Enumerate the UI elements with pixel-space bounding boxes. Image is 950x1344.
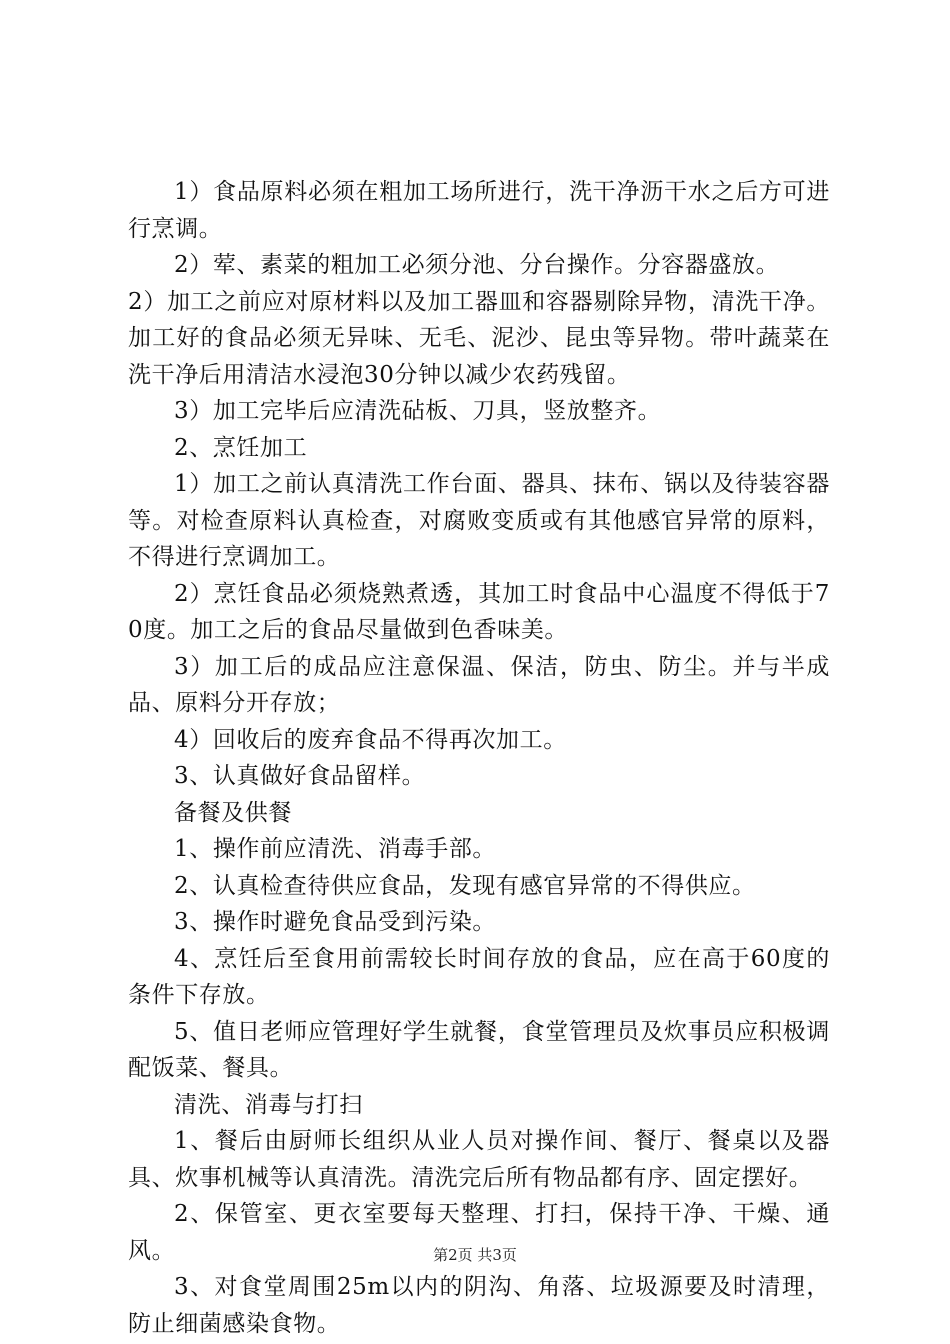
paragraph: 2、认真检查待供应食品，发现有感官异常的不得供应。 bbox=[174, 872, 756, 899]
paragraph: 2）荤、素菜的粗加工必须分池、分台操作。分容器盛放。 bbox=[174, 252, 780, 278]
paragraph: 1）加工之前认真清洗工作台面、器具、抹布、锅以及待装容器等。对检查原料认真检查，对腐败变质或有其他感官异常的原料，不得进行烹调加工。 bbox=[128, 471, 830, 570]
paragraph: 1、操作前应清洗、消毒手部。 bbox=[174, 836, 497, 862]
section-heading: 3、认真做好食品留样。 bbox=[174, 763, 426, 789]
page-footer bbox=[0, 1244, 950, 1265]
paragraph: 1、餐后由厨师长组织从业人员对操作间、餐厅、餐桌以及器具、炊事机械等认真清洗。清洗完后所有物品都有序、固定摆好。 bbox=[128, 1128, 830, 1191]
section-heading: 清洗、消毒与打扫 bbox=[174, 1091, 363, 1118]
paragraph: 4）回收后的废弃食品不得再次加工。 bbox=[174, 726, 567, 753]
paragraph: 2）加工之前应对原材料以及加工器皿和容器剔除异物，清洗干净。加工好的食品必须无异味、无毛、泥沙、昆虫等异物。带叶蔬菜在洗干净后用清洁水浸泡30分钟以减少农药残留。 bbox=[128, 288, 830, 388]
paragraph: 4、烹饪后至食用前需较长时间存放的食品，应在高于60度的条件下存放。 bbox=[128, 945, 830, 1008]
section-heading: 2、烹饪加工 bbox=[174, 434, 308, 461]
page-number: 第2页 共3页 bbox=[433, 1246, 517, 1264]
paragraph: 3）加工后的成品应注意保温、保洁，防虫、防尘。并与半成品、原料分开存放； bbox=[128, 653, 830, 716]
paragraph: 5、值日老师应管理好学生就餐，食堂管理员及炊事员应积极调配饭菜、餐具。 bbox=[128, 1018, 830, 1081]
paragraph: 3、操作时避免食品受到污染。 bbox=[174, 909, 497, 935]
paragraph: 3、对食堂周围25m以内的阴沟、角落、垃圾源要及时清理，防止细菌感染食物。 bbox=[128, 1274, 830, 1337]
paragraph: 1）食品原料必须在粗加工场所进行，洗干净沥干水之后方可进行烹调。 bbox=[128, 179, 830, 242]
paragraph: 2）烹饪食品必须烧熟煮透，其加工时食品中心温度不得低于70度。加工之后的食品尽量做到色香味美。 bbox=[128, 580, 830, 643]
section-heading: 备餐及供餐 bbox=[174, 799, 292, 826]
paragraph: 2、保管室、更衣室要每天整理、打扫，保持干净、干燥、通风。 bbox=[128, 1201, 830, 1264]
document-body bbox=[128, 174, 830, 1342]
paragraph: 3）加工完毕后应清洗砧板、刀具，竖放整齐。 bbox=[174, 398, 662, 424]
